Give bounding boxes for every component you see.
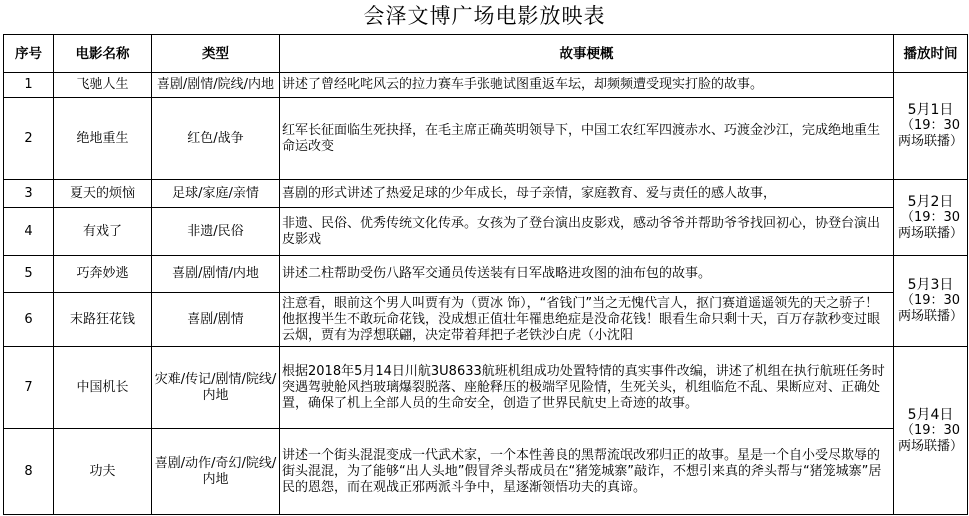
movie-genre: 喜剧/动作/奇幻/院线/内地 bbox=[152, 429, 280, 515]
row-index: 8 bbox=[4, 429, 54, 515]
row-index: 6 bbox=[4, 293, 54, 347]
show-date: 5月2日 bbox=[907, 193, 954, 210]
header-time: 播放时间 bbox=[894, 35, 968, 73]
row-index: 2 bbox=[4, 98, 54, 180]
header-name: 电影名称 bbox=[54, 35, 152, 73]
movie-synopsis: 喜剧的形式讲述了热爱足球的少年成长，母子亲情，家庭教育、爱与责任的感人故事， bbox=[280, 180, 894, 208]
header-genre: 类型 bbox=[152, 35, 280, 73]
table-row bbox=[4, 293, 968, 347]
movie-title: 有戏了 bbox=[54, 208, 152, 256]
movie-genre: 喜剧/剧情/院线/内地 bbox=[152, 73, 280, 98]
movie-genre: 灾难/传记/剧情/院线/内地 bbox=[152, 347, 280, 429]
row-index: 5 bbox=[4, 256, 54, 293]
movie-synopsis: 红军长征面临生死抉择，在毛主席正确英明领导下，中国工农红军四渡赤水、巧渡金沙江，完成绝地重生命运改变 bbox=[280, 98, 894, 180]
show-note: （19：30两场联播） bbox=[897, 209, 963, 241]
show-time bbox=[894, 256, 968, 347]
movie-genre: 足球/家庭/亲情 bbox=[152, 180, 280, 208]
page-title: 会泽文博广场电影放映表 bbox=[363, 4, 606, 28]
movie-synopsis-cell bbox=[280, 293, 894, 347]
movie-genre: 非遗/民俗 bbox=[152, 208, 280, 256]
movie-synopsis: 注意看，眼前这个男人叫贾有为（贾冰 饰），“省钱门”当之无愧代言人，抠门赛道遥遥领先的天之骄子！他抠搜半生不敢玩命花钱，没成想正值壮年罹患绝症是没命花钱！眼看生命只剩十天，百万存款秒变过眼云烟，贾有为浮想联翩，决定带着拜把子老铁沙白虎（小沈阳 bbox=[282, 295, 881, 343]
show-date: 5月1日 bbox=[907, 102, 954, 118]
show-time bbox=[894, 347, 968, 515]
movie-title: 中国机长 bbox=[54, 347, 152, 429]
row-index: 4 bbox=[4, 208, 54, 256]
movie-genre: 红色/战争 bbox=[152, 98, 280, 180]
movie-synopsis: 讲述二柱帮助受伤八路军交通员传送装有日军战略进攻图的油布包的故事。 bbox=[280, 256, 894, 293]
movie-genre: 喜剧/剧情 bbox=[152, 293, 280, 347]
header-row bbox=[4, 35, 968, 73]
schedule-table bbox=[3, 34, 968, 515]
header-story: 故事梗概 bbox=[280, 35, 894, 73]
table-row bbox=[4, 180, 968, 208]
movie-synopsis: 根据2018年5月14日川航3U8633航班机组成功处置特情的真实事件改编，讲述了机组在执行航班任务时突遇驾驶舱风挡玻璃爆裂脱落、座舱释压的极端罕见险情，生死关头，机组临危不乱、果断应对、正确处置，确保了机上全部人员的生命安全，创造了世界民航史上奇迹的故事。 bbox=[280, 347, 894, 429]
row-index: 1 bbox=[4, 73, 54, 98]
table-row bbox=[4, 208, 968, 256]
movie-title: 末路狂花钱 bbox=[54, 293, 152, 347]
movie-title: 夏天的烦恼 bbox=[54, 180, 152, 208]
table-row bbox=[4, 256, 968, 293]
row-index: 3 bbox=[4, 180, 54, 208]
table-row bbox=[4, 429, 968, 515]
show-date: 5月3日 bbox=[907, 277, 954, 293]
table-row bbox=[4, 98, 968, 180]
movie-title: 飞驰人生 bbox=[54, 73, 152, 98]
show-date: 5月4日 bbox=[907, 406, 954, 423]
movie-synopsis: 非遗、民俗、优秀传统文化传承。女孩为了登台演出皮影戏，感动爷爷并帮助爷爷找回初心，协登台演出皮影戏 bbox=[280, 208, 894, 256]
show-time bbox=[894, 73, 968, 180]
table-row bbox=[4, 73, 968, 98]
movie-synopsis: 讲述了曾经叱咤风云的拉力赛车手张驰试图重返车坛，却频频遭受现实打脸的故事。 bbox=[280, 73, 894, 98]
header-idx: 序号 bbox=[4, 35, 54, 73]
movie-synopsis: 讲述一个街头混混变成一代武术家，一个本性善良的黑帮流氓改邪归正的故事。星是一个自小受尽欺辱的街头混混，为了能够“出人头地”假冒斧头帮成员在“猪笼城寨”敲诈，不想引来真的斧头帮与“猪笼城寨”居民的恩怨，而在观战正邪两派斗争中，星逐渐领悟功夫的真谛。 bbox=[280, 429, 894, 515]
movie-genre: 喜剧/剧情/内地 bbox=[152, 256, 280, 293]
show-note: （19：30两场联播） bbox=[897, 118, 963, 149]
movie-title: 功夫 bbox=[54, 429, 152, 515]
row-index: 7 bbox=[4, 347, 54, 429]
show-note: （19：30两场联播） bbox=[897, 422, 963, 454]
show-time bbox=[894, 180, 968, 256]
movie-title: 绝地重生 bbox=[54, 98, 152, 180]
table-row bbox=[4, 347, 968, 429]
show-note: （19：30两场联播） bbox=[897, 293, 963, 324]
movie-title: 巧奔妙逃 bbox=[54, 256, 152, 293]
